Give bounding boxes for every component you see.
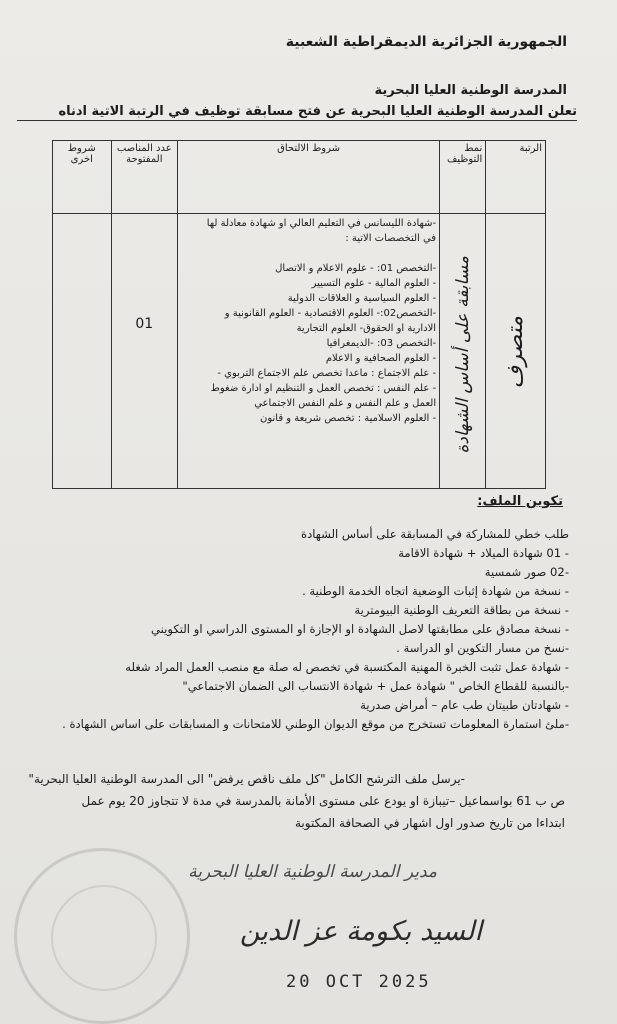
- condition-line: - العلوم السياسية و العلاقات الدولية: [287, 293, 437, 304]
- header-mode: نمط التوظيف: [440, 141, 486, 214]
- school-name: المدرسة الوطنية العليا البحرية: [374, 83, 567, 98]
- header-conditions: شروط الالتحاق: [178, 141, 440, 214]
- condition-line: -التخصص 01: - علوم الاعلام و الاتصال: [275, 263, 437, 274]
- list-item: - نسخة من شهادة إثبات الوضعية اتجاه الخدمة الوطنية .: [302, 584, 569, 598]
- conditions-cell: [178, 214, 440, 489]
- signature-school-title: مدير المدرسة الوطنية العليا البحرية: [188, 862, 437, 882]
- header-rank: الرتبة: [486, 141, 546, 214]
- file-section-title: تكوين الملف:: [477, 494, 563, 509]
- republic-heading: الجمهورية الجزائرية الديمقراطية الشعبية: [285, 34, 567, 50]
- condition-line: العمل و علم النفس و علم النفس الاجتماعي: [254, 398, 437, 409]
- dispatch-line: ابتداءا من تاريخ صدور اول اشهار في الصحافة المكتوبة: [294, 816, 565, 830]
- official-seal: [14, 848, 190, 1024]
- list-item: طلب خطي للمشاركة في المسابقة على أساس الشهادة: [301, 527, 569, 541]
- table-header-row: [53, 141, 546, 214]
- announcement-text: تعلن المدرسة الوطنية العليا البحرية عن فتح مسابقة توظيف في الرتبة الاتية ادناه: [17, 104, 577, 121]
- dispatch-instructions: [5, 768, 565, 834]
- condition-line: الادارية او الحقوق- العلوم التجارية: [296, 323, 437, 334]
- conditions-intro-1: -شهادة الليسانس في التعليم العالي او شهادة معادلة لها: [206, 218, 437, 229]
- rank-value: متصرف: [503, 316, 529, 389]
- list-item: - نسخة مصادق على مطابقتها لاصل الشهادة او الإجازة او المستوى الدراسي او التكويني: [151, 622, 569, 636]
- positions-value: 01: [135, 316, 154, 332]
- signature-name: السيد بكومة عز الدين: [239, 916, 482, 947]
- condition-line: - العلوم الاسلامية : تخصص شريعة و قانون: [260, 413, 437, 424]
- condition-line: - العلوم الصحافية و الاعلام: [325, 353, 437, 364]
- list-item: -02 صور شمسية: [484, 565, 569, 579]
- list-item: - شهادة عمل تثبت الخبرة المهنية المكتسبة في تخصص له صلة مع منصب العمل المراد شغله: [125, 660, 569, 674]
- table-row: [53, 214, 546, 489]
- dispatch-line: ص ب 61 بواسماعيل –تيبازة او يودع على مستوى الأمانة بالمدرسة في مدة لا تتجاوز 20 يوم عمل: [81, 794, 565, 808]
- list-item: - 01 شهادة الميلاد + شهادة الاقامة: [398, 546, 569, 560]
- mode-value: مسابقة على أساس الشهادة: [452, 256, 473, 454]
- dispatch-line: -يرسل ملف الترشح الكامل "كل ملف ناقص يرفض" الى المدرسة الوطنية العليا البحرية": [28, 772, 465, 786]
- list-item: - شهادتان طبيتان طب عام – أمراض صدرية: [360, 698, 569, 712]
- condition-line: - العلوم المالية - علوم التسيير: [311, 278, 437, 289]
- conditions-intro-2: في التخصصات الاتية :: [345, 233, 437, 244]
- condition-line: -التخصص 03: -الديمغرافيا: [326, 338, 437, 349]
- condition-line: - علم الاجتماع : ماعدا تخصص علم الاجتماع التربوي -: [217, 368, 437, 379]
- list-item: - نسخة من بطاقة التعريف الوطنية البيومترية: [354, 603, 569, 617]
- list-item: -ملئ استمارة المعلومات تستخرج من موقع الديوان الوطني للامتحانات و المسابقات على اساس الشهادة .: [62, 717, 569, 731]
- list-item: -نسخ من مسار التكوين او الدراسة .: [396, 641, 569, 655]
- recruitment-table: [52, 140, 546, 489]
- other-conditions-cell: [53, 214, 112, 489]
- positions-cell: [111, 214, 178, 489]
- date-stamp: 20 OCT 2025: [286, 972, 432, 992]
- header-other: شروط اخرى: [53, 141, 112, 214]
- condition-line: - علم النفس : تخصص العمل و التنظيم او ادارة ضغوط: [210, 383, 437, 394]
- condition-line: -التخصص02:- العلوم الاقتصادية - العلوم القانونية و: [224, 308, 437, 319]
- mode-cell: [440, 214, 486, 489]
- header-positions: عدد المناصب المفتوحة: [111, 141, 178, 214]
- list-item: -بالنسبة للقطاع الخاص " شهادة عمل + شهادة الانتساب الى الضمان الاجتماعي": [182, 679, 569, 693]
- rank-cell: [486, 214, 546, 489]
- file-requirements-list: [9, 525, 569, 734]
